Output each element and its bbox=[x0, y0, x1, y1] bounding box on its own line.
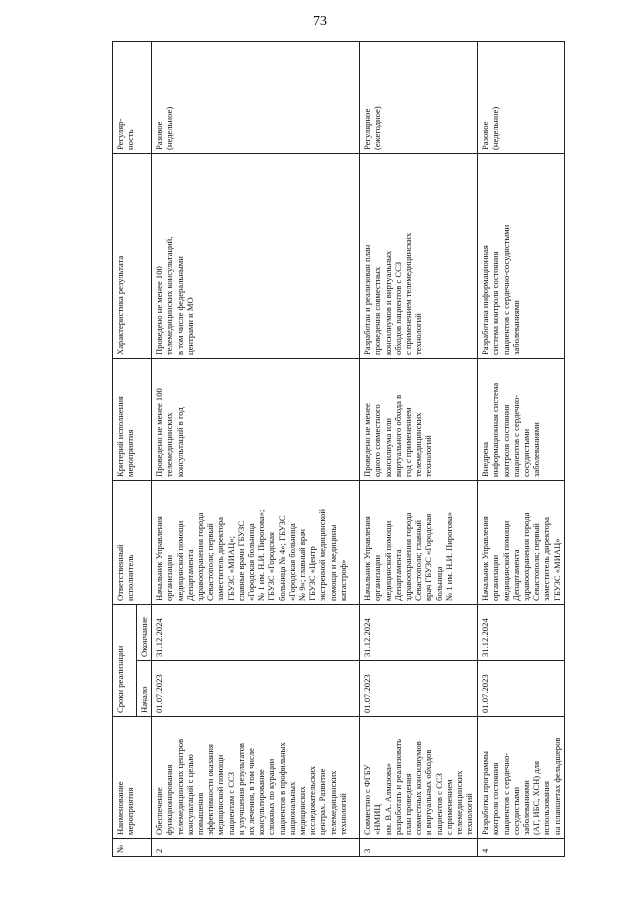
cell-result: Разработана информационная система контроля состояния пациентов с сердечно-сосудистыми заболеваниями bbox=[478, 154, 565, 359]
cell-regularity: Регулярное (ежегодное) bbox=[360, 42, 478, 154]
cell-end: 31.12.2024 bbox=[478, 605, 565, 661]
header-responsible: Ответственный исполнитель bbox=[113, 481, 152, 605]
cell-result: Разработан и реализован план проведения совместных консилиумов и виртуальных обходов пациентов с ССЗ с применением телемедицинских технологий bbox=[360, 154, 478, 359]
cell-name: Разработка программы контроля состояния пациентов с сердечно- сосудистыми заболеваниями (АГ, ИБС, ХСН) для использования на планшетах фельдшеров bbox=[478, 717, 565, 839]
header-result: Характеристика результата bbox=[113, 154, 152, 359]
cell-responsible: Начальник Управления организации медицинской помощи Департамента здравоохранения города Севастополя; первый заместитель директора ГБУЗС «МИАЦ» bbox=[478, 481, 565, 605]
header-terms: Сроки реализации bbox=[113, 605, 137, 717]
cell-criterion: Проведено не менее одного совместного консилиума или виртуального обхода в год с применением телемедицинских технологий bbox=[360, 359, 478, 481]
cell-result: Проведено не менее 100 телемедицинских консультаций, в том числе федеральными центрами и МО bbox=[152, 154, 360, 359]
table-row bbox=[478, 42, 565, 857]
header-name: Наименование мероприятия bbox=[113, 717, 152, 839]
cell-criterion: Внедрена информационная система контроля состояния пациентов с сердечно- сосудистыми заболеваниями bbox=[478, 359, 565, 481]
rotated-table-container bbox=[112, 42, 562, 857]
cell-regularity: Разовое (недельное) bbox=[478, 42, 565, 154]
cell-responsible: Начальник Управления организации медицинской помощи Департамента здравоохранения города Севастополя; главный врач ГБУЗС «Городская больница № 1 им. Н.И. Пирогова» bbox=[360, 481, 478, 605]
table-row bbox=[360, 42, 478, 857]
header-criterion: Критерий исполнения мероприятия bbox=[113, 359, 152, 481]
header-regularity: Регуляр- ность bbox=[113, 42, 152, 154]
cell-name: Обеспечение функционирования телемедицинских центров консультаций с целью повышения эффективности оказания медицинской помощи пациентам с ССЗ и улучшения результатов их лечения, в том числе консультирование сложных по курации пациентов в профильных национальных медицинских исследовательских центрах. Развитие телемедицинских технологий bbox=[152, 717, 360, 839]
header-end: Окончание bbox=[137, 605, 152, 661]
page-number: 73 bbox=[313, 14, 327, 29]
cell-no: 4 bbox=[478, 839, 565, 857]
cell-no: 2 bbox=[152, 839, 360, 857]
cell-regularity: Разовое (недельное) bbox=[152, 42, 360, 154]
header-start: Начало bbox=[137, 661, 152, 717]
cell-end: 31.12.2024 bbox=[360, 605, 478, 661]
measures-table bbox=[112, 41, 565, 857]
cell-criterion: Проведено не менее 100 телемедицинских консультаций в год bbox=[152, 359, 360, 481]
cell-no: 3 bbox=[360, 839, 478, 857]
cell-name: Совместно с ФГБУ «НМИЦ им. В.А. Алмазова» разработать и реализовать план проведения совместных консилиумов и виртуальных обходов пациентов с ССЗ с применением телемедицинских технологий bbox=[360, 717, 478, 839]
cell-start: 01.07.2023 bbox=[478, 661, 565, 717]
header-no: № bbox=[113, 839, 152, 857]
cell-start: 01.07.2023 bbox=[360, 661, 478, 717]
table-row bbox=[152, 42, 360, 857]
header-row bbox=[113, 42, 137, 857]
cell-end: 31.12.2024 bbox=[152, 605, 360, 661]
cell-start: 01.07.2023 bbox=[152, 661, 360, 717]
cell-responsible: Начальник Управления организации медицинской помощи Департамента здравоохранения города Севастополя; первый заместитель директора ГБУЗС «МИАЦ»; главные врачи ГБУЗС «Городская больница № 1 им. Н.И. Пирогова»; ГБУЗС «Городская больница № 4»; ГБУЗС «Городская больница № 9»; главный врач ГБУЗС «Центр экстренной медицинской помощи и медицины катастроф» bbox=[152, 481, 360, 605]
